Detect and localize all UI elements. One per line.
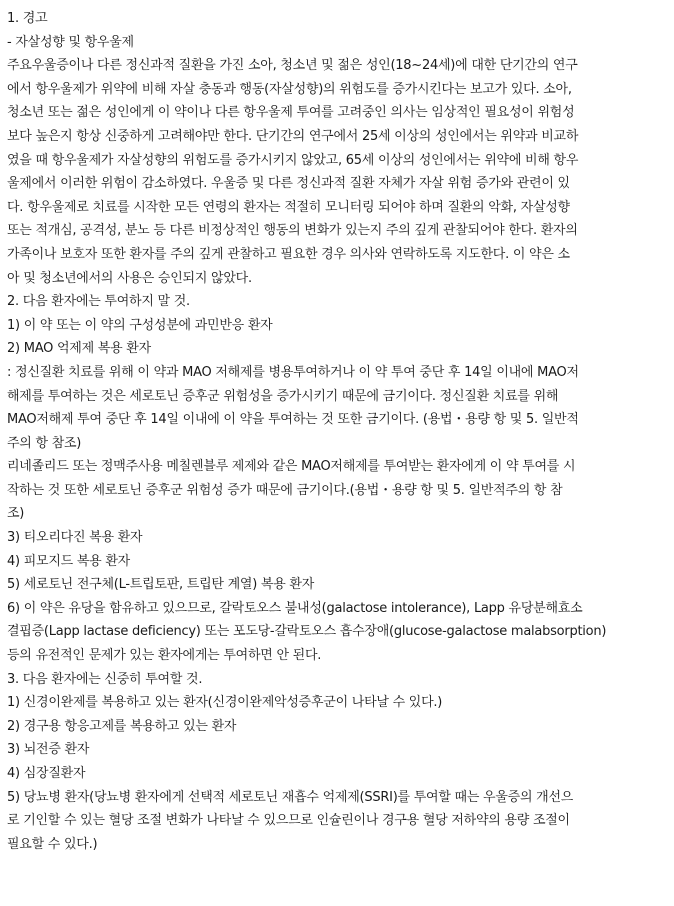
text-line: 에서 항우울제가 위약에 비해 자살 충동과 행동(자살성향)의 위험도를 증가시킨다는 보고가 있다. 소아, [7, 81, 572, 97]
line-section-1-heading: 1. 경고 [7, 11, 48, 26]
text-line: 4) 심장질환자 [7, 766, 86, 781]
text-line: 주요우울증이나 다른 정신과적 질환을 가진 소아, 청소년 및 젊은 성인(18~24세)에 대한 단기간의 연구 [7, 58, 578, 74]
text-line: 5) 세로토닌 전구체(L-트립토판, 트립탄 계열) 복용 환자 [7, 577, 315, 593]
text-line: 2) 경구용 항응고제를 복용하고 있는 환자 [7, 718, 237, 734]
text-line: 로 기인할 수 있는 혈당 조절 변화가 나타날 수 있으므로 인슐린이나 경구용 혈당 저하약의 용량 조절이 [7, 813, 570, 829]
text-line: 결핍증(Lapp lactase deficiency) 또는 포도당-갈락토오스 흡수장애(glucose-galactose malabsorption) [7, 624, 607, 640]
text-line: 2) MAO 억제제 복용 환자 [7, 341, 151, 357]
line-section-2-heading: 2. 다음 환자에는 투여하지 말 것. [7, 294, 190, 310]
text-line: 였을 때 항우울제가 자살성향의 위험도를 증가시키지 않았고, 65세 이상의 성인에서는 위약에 비해 항우 [7, 152, 579, 168]
text-line: 보다 높은지 항상 신중하게 고려해야만 한다. 단기간의 연구에서 25세 이상의 성인에서는 위약과 비교하 [7, 128, 579, 144]
text-line: 1) 이 약 또는 이 약의 구성성분에 과민반응 환자 [7, 317, 273, 333]
text-line: 등의 유전적인 문제가 있는 환자에게는 투여하면 안 된다. [7, 648, 322, 664]
text-line: MAO저해제 투여 중단 후 14일 이내에 이 약을 투여하는 것 또한 금기이다. (용법・용량 항 및 5. 일반적 [7, 412, 579, 428]
text-line: 조) [7, 506, 25, 522]
text-line: 6) 이 약은 유당을 함유하고 있으므로, 갈락토오스 불내성(galactose intolerance), Lapp 유당분해효소 [7, 600, 583, 616]
text-line: 5) 당뇨병 환자(당뇨병 환자에게 선택적 세로토닌 재흡수 억제제(SSRI)를 투여할 때는 우울증의 개선으 [7, 789, 574, 805]
text-line: 3) 뇌전증 환자 [7, 742, 90, 758]
text-line: 가족이나 보호자 또한 환자를 주의 깊게 관찰하고 필요한 경우 의사와 연락하도록 지도한다. 이 약은 소 [7, 246, 570, 262]
text-line: 또는 적개심, 공격성, 분노 등 다른 비정상적인 행동의 변화가 있는지 주의 깊게 관찰되어야 한다. 환자의 [7, 223, 578, 239]
text-line: 작하는 것 또한 세로토닌 증후군 위험성 증가 때문에 금기이다.(용법・용량 항 및 5. 일반적주의 항 참 [7, 482, 563, 498]
text-line: 다. 항우울제로 치료를 시작한 모든 연령의 환자는 적절히 모니터링 되어야 하며 질환의 악화, 자살성향 [7, 199, 570, 215]
text-line: 1) 신경이완제를 복용하고 있는 환자(신경이완제악성증후군이 나타날 수 있다.) [7, 695, 443, 711]
text-line: 해제를 투여하는 것은 세로토닌 증후군 위험성을 증가시키기 때문에 금기이다. 정신질환 치료를 위해 [7, 388, 559, 404]
text-line: 청소년 또는 젊은 성인에게 이 약이나 다른 항우울제 투여를 고려중인 의사는 임상적인 필요성이 위험성 [7, 105, 575, 121]
text-line: 필요할 수 있다.) [7, 836, 98, 852]
text-line: : 정신질환 치료를 위해 이 약과 MAO 저해제를 병용투여하거나 이 약 투여 중단 후 14일 이내에 MAO저 [7, 364, 579, 380]
text-line: 주의 항 참조) [7, 435, 82, 451]
text-line: 울제에서 이러한 위험이 감소하였다. 우울증 및 다른 정신과적 질환 자체가 자살 위험 증가와 관련이 있 [7, 176, 570, 192]
text-line: 아 및 청소년에서의 사용은 승인되지 않았다. [7, 270, 252, 286]
text-line: 3) 티오리다진 복용 환자 [7, 530, 143, 546]
line-section-3-heading: 3. 다음 환자에는 신중히 투여할 것. [7, 671, 203, 687]
line-subheading-suicidality: - 자살성향 및 항우울제 [7, 34, 134, 50]
text-line: 4) 피모지드 복용 환자 [7, 553, 130, 569]
text-line: 리네졸리드 또는 정맥주사용 메칠렌블루 제제와 같은 MAO저해제를 투여받는 환자에게 이 약 투여를 시 [7, 459, 576, 475]
